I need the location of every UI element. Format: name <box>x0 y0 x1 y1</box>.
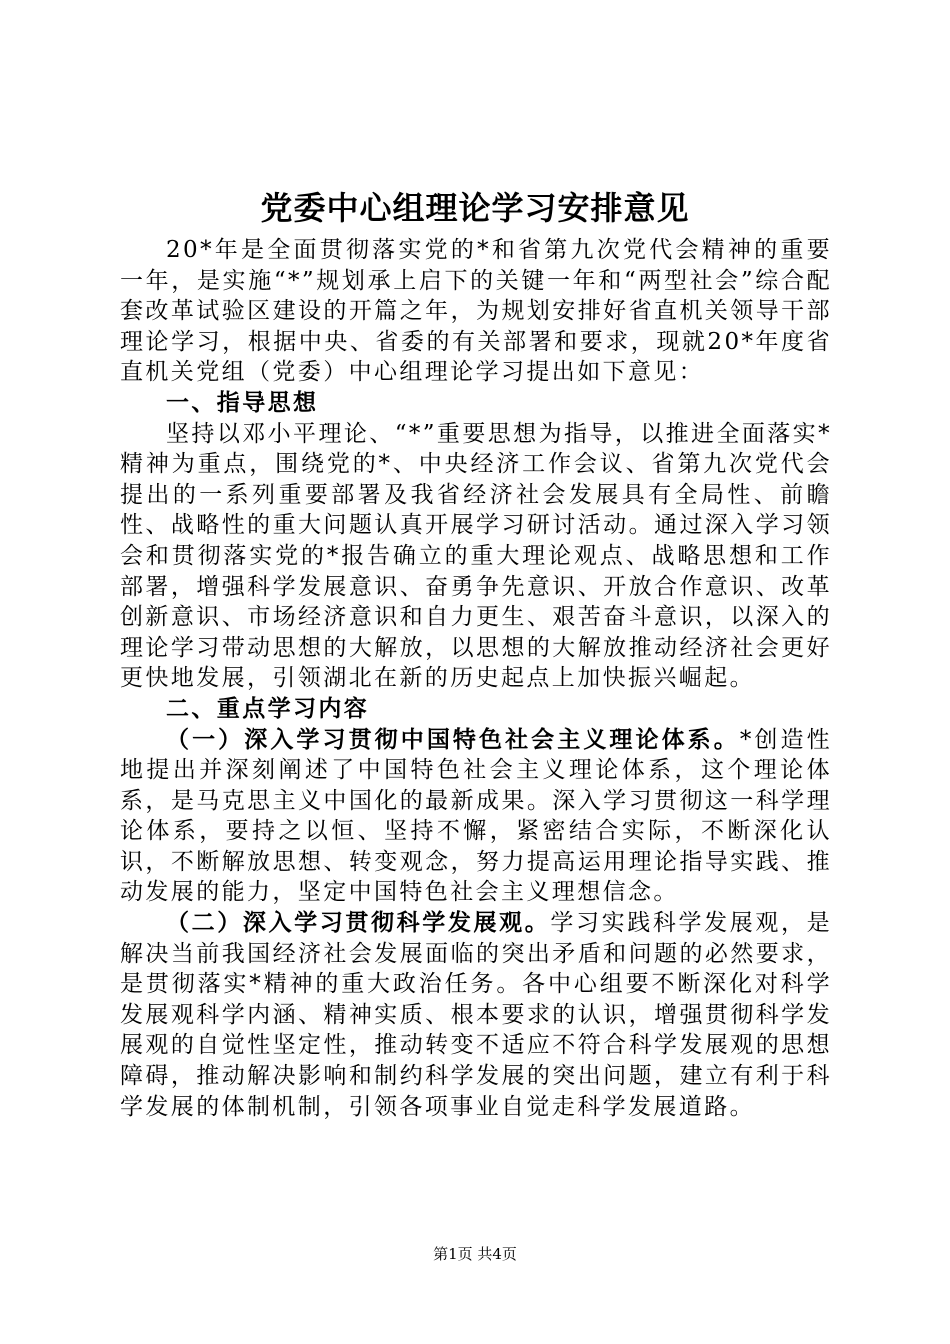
item-2-lead: （二）深入学习贯彻科学发展观。 <box>166 910 551 937</box>
item-paragraph-1 <box>120 725 832 909</box>
intro-paragraph: 20*年是全面贯彻落实党的*和省第九次党代会精神的重要一年，是实施“*”规划承上启下的关键一年和“两型社会”综合配套改革试验区建设的开篇之年，为规划安排好省直机关领导干部理论学习，根据中央、省委的有关部署和要求，现就20*年度省直机关党组（党委）中心组理论学习提出如下意见： <box>120 237 832 386</box>
section-heading-guiding-thought: 一、指导思想 <box>166 389 319 416</box>
section-heading-key-content: 二、重点学习内容 <box>166 695 370 722</box>
page-footer: 第1页 共4页 <box>433 1245 517 1263</box>
item-paragraph-2 <box>120 908 832 1122</box>
section-paragraph-guiding-thought: 坚持以邓小平理论、“*”重要思想为指导，以推进全面落实*精神为重点，围绕党的*、中央经济工作会议、省第九次党代会提出的一系列重要部署及我省经济社会发展具有全局性、前瞻性、战略性的重大问题认真开展学习研讨活动。通过深入学习领会和贯彻落实党的*报告确立的重大理论观点、战略思想和工作部署，增强科学发展意识、奋勇争先意识、开放合作意识、改革创新意识、市场经济意识和自力更生、艰苦奋斗意识，以深入的理论学习带动思想的大解放，以思想的大解放推动经济社会更好更快地发展，引领湖北在新的历史起点上加快振兴崛起。 <box>120 420 832 692</box>
item-2-body: 学习实践科学发展观，是解决当前我国经济社会发展面临的突出矛盾和问题的必然要求，是贯彻落实*精神的重大政治任务。各中心组要不断深化对科学发展观科学内涵、精神实质、根本要求的认识，增强贯彻科学发展观的自觉性坚定性，推动转变不适应不符合科学发展观的思想障碍，推动解决影响和制约科学发展的突出问题，建立有利于科学发展的体制机制，引领各项事业自觉走科学发展道路。 <box>120 910 832 1120</box>
document-title: 党委中心组理论学习安排意见 <box>260 189 690 227</box>
item-1-body: *创造性地提出并深刻阐述了中国特色社会主义理论体系，这个理论体系，是马克思主义中国化的最新成果。深入学习贯彻这一科学理论体系，要持之以恒、坚持不懈，紧密结合实际，不断深化认识，不断解放思想、转变观念，努力提高运用理论指导实践、推动发展的能力，坚定中国特色社会主义理想信念。 <box>120 726 832 906</box>
document-body <box>120 235 832 1122</box>
item-1-lead: （一）深入学习贯彻中国特色社会主义理论体系。 <box>166 726 740 753</box>
